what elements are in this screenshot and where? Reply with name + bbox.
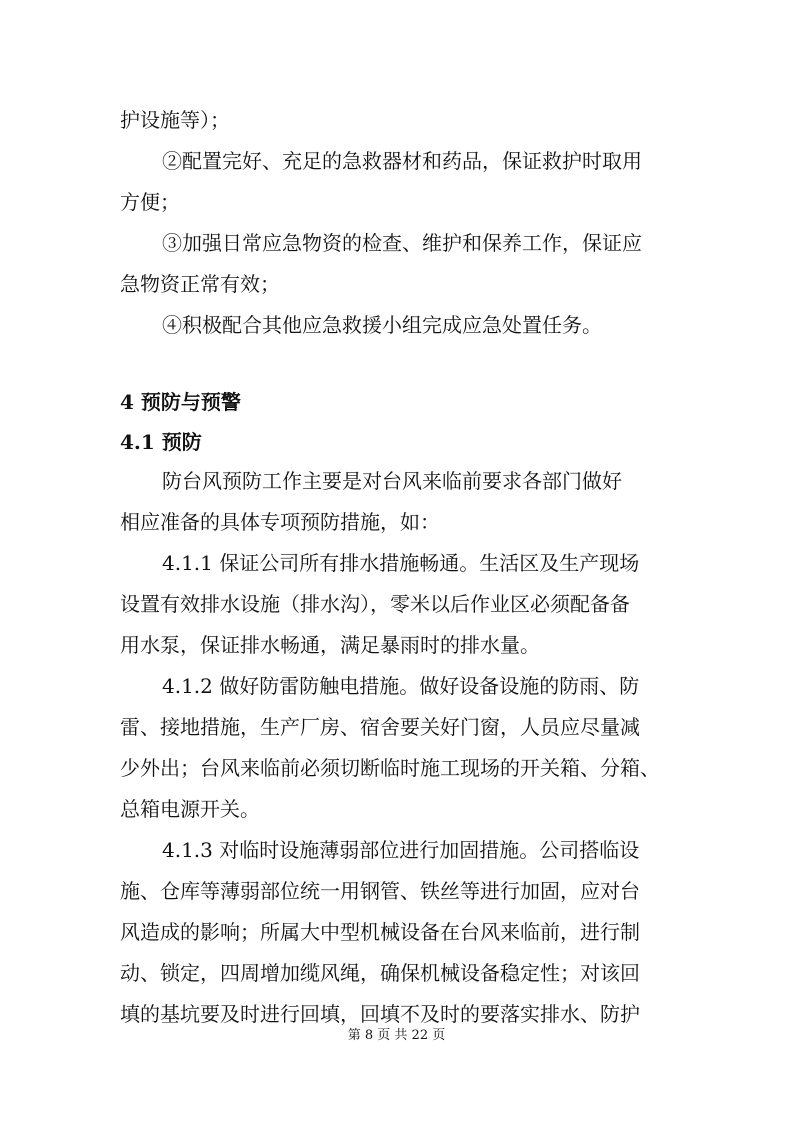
section-heading: 4 预防与预警	[120, 390, 241, 414]
paragraph-line: 4.1.3 对临时设施薄弱部位进行加固措施。公司搭临设	[162, 838, 640, 862]
paragraph-line: 施、仓库等薄弱部位统一用钢管、铁丝等进行加固，应对台	[120, 879, 640, 903]
paragraph-line: ④积极配合其他应急救援小组完成应急处置任务。	[162, 313, 602, 337]
page-footer: 第 8 页 共 22 页	[347, 1028, 446, 1043]
paragraph-line: 少外出；台风来临前必须切断临时施工现场的开关箱、分箱、	[120, 756, 660, 780]
paragraph-line: 用水泵，保证排水畅通，满足暴雨时的排水量。	[120, 633, 540, 657]
paragraph-line: 4.1.1 保证公司所有排水措施畅通。生活区及生产现场	[162, 551, 640, 575]
paragraph-line: 护设施等）；	[120, 108, 230, 132]
paragraph-line: 设置有效排水设施（排水沟），零米以后作业区必须配备备	[120, 592, 630, 616]
paragraph-line: 填的基坑要及时进行回填，回填不及时的要落实排水、防护	[120, 1002, 640, 1026]
paragraph-line: 雷、接地措施，生产厂房、宿舍要关好门窗，人员应尽量减	[120, 715, 640, 739]
subsection-heading: 4.1 预防	[120, 430, 202, 454]
paragraph-line: 4.1.2 做好防雷防触电措施。做好设备设施的防雨、防	[162, 674, 640, 698]
paragraph-line: 方便；	[120, 190, 180, 214]
paragraph-line: 动、锁定，四周增加缆风绳，确保机械设备稳定性；对该回	[120, 961, 640, 985]
paragraph-line: ③加强日常应急物资的检查、维护和保养工作，保证应	[162, 231, 642, 255]
paragraph-line: 防台风预防工作主要是对台风来临前要求各部门做好	[162, 469, 622, 493]
paragraph-line: 相应准备的具体专项预防措施，如：	[120, 510, 440, 534]
paragraph-line: 风造成的影响；所属大中型机械设备在台风来临前，进行制	[120, 920, 640, 944]
paragraph-line: ②配置完好、充足的急救器材和药品，保证救护时取用	[162, 149, 642, 173]
paragraph-line: 总箱电源开关。	[120, 797, 260, 821]
paragraph-line: 急物资正常有效；	[120, 272, 280, 296]
